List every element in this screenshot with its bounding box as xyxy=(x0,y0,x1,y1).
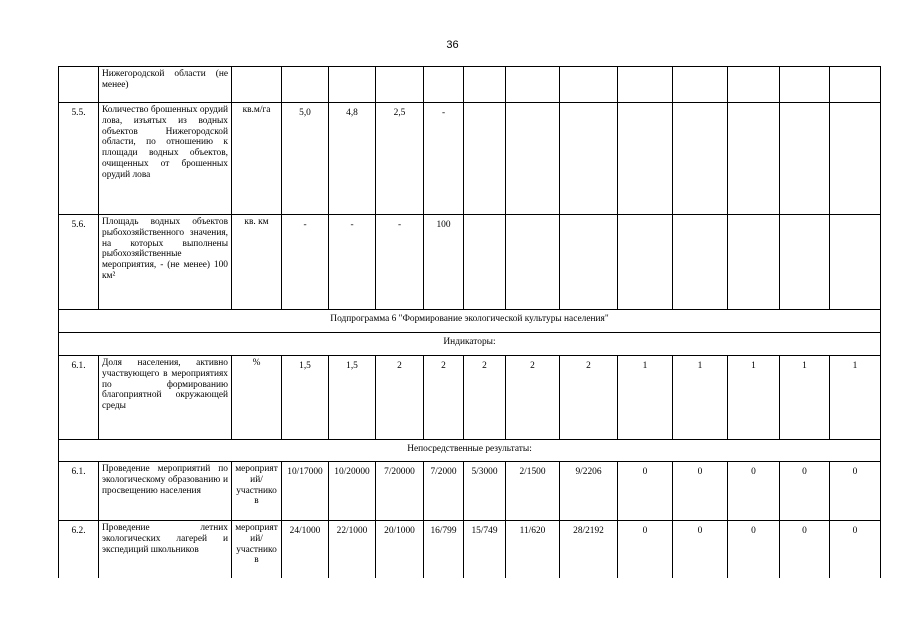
section-row xyxy=(59,440,883,462)
table-row xyxy=(59,103,883,215)
value-cell: 0 xyxy=(618,462,673,521)
value-cell: 10/20000 xyxy=(329,462,376,521)
value-cell: 1 xyxy=(673,356,728,440)
value-cell: - xyxy=(376,215,424,310)
value-cell: 2 xyxy=(424,356,464,440)
unit-of-measure xyxy=(232,67,282,103)
value-cell xyxy=(464,215,506,310)
value-cell: 0 xyxy=(830,462,881,521)
value-cell xyxy=(618,67,673,103)
unit-of-measure: кв. км xyxy=(232,215,282,310)
value-cell: 28/2192 xyxy=(560,521,618,579)
indicator-description: Проведение летних экологических лагерей и экспедиций школьников xyxy=(99,521,232,579)
row-number: 6.1. xyxy=(59,356,99,440)
value-cell: 0 xyxy=(728,462,780,521)
value-cell xyxy=(728,67,780,103)
value-cell: 22/1000 xyxy=(329,521,376,579)
indicator-description: Площадь водных объектов рыбохозяйственного значения, на которых выполнены рыбохозяйственные мероприятия, - (не менее) 100 км² xyxy=(99,215,232,310)
value-cell: 2 xyxy=(376,356,424,440)
value-cell xyxy=(728,103,780,215)
section-row xyxy=(59,310,883,333)
value-cell: 24/1000 xyxy=(282,521,329,579)
value-cell xyxy=(618,215,673,310)
indicator-description: Проведение мероприятий по экологическому образованию и просвещению населения xyxy=(99,462,232,521)
value-cell: 15/749 xyxy=(464,521,506,579)
value-cell: 5,0 xyxy=(282,103,329,215)
unit-of-measure: мероприятий/участников xyxy=(232,521,282,579)
table-row xyxy=(59,356,883,440)
value-cell: 11/620 xyxy=(506,521,560,579)
section-row xyxy=(59,333,883,356)
value-cell xyxy=(780,103,830,215)
value-cell xyxy=(673,215,728,310)
value-cell: 100 xyxy=(424,215,464,310)
page-number: 36 xyxy=(446,39,459,51)
value-cell xyxy=(780,215,830,310)
row-number: 6.1. xyxy=(59,462,99,521)
value-cell xyxy=(673,67,728,103)
value-cell: 0 xyxy=(618,521,673,579)
value-cell xyxy=(376,67,424,103)
value-cell: - xyxy=(282,215,329,310)
value-cell xyxy=(780,67,830,103)
value-cell xyxy=(424,67,464,103)
unit-of-measure: кв.м/га xyxy=(232,103,282,215)
indicator-description: Нижегородской области (не менее) xyxy=(99,67,232,103)
value-cell xyxy=(830,215,881,310)
value-cell: 7/20000 xyxy=(376,462,424,521)
value-cell: 16/799 xyxy=(424,521,464,579)
value-cell xyxy=(830,67,881,103)
indicators-table xyxy=(58,66,882,578)
value-cell xyxy=(560,103,618,215)
row-number: 5.5. xyxy=(59,103,99,215)
value-cell xyxy=(673,103,728,215)
row-number xyxy=(59,67,99,103)
indicators-table-wrap xyxy=(58,66,882,578)
value-cell xyxy=(506,103,560,215)
value-cell xyxy=(506,67,560,103)
value-cell: 9/2206 xyxy=(560,462,618,521)
unit-of-measure: мероприятий/участников xyxy=(232,462,282,521)
value-cell xyxy=(464,103,506,215)
value-cell: 1,5 xyxy=(282,356,329,440)
value-cell: 2,5 xyxy=(376,103,424,215)
table-row xyxy=(59,462,883,521)
value-cell: 0 xyxy=(673,521,728,579)
section-heading: Подпрограмма 6 "Формирование экологической культуры населения" xyxy=(59,310,881,333)
value-cell: 4,8 xyxy=(329,103,376,215)
value-cell xyxy=(728,215,780,310)
table-row xyxy=(59,215,883,310)
value-cell xyxy=(506,215,560,310)
value-cell: 7/2000 xyxy=(424,462,464,521)
value-cell: 0 xyxy=(728,521,780,579)
table-row xyxy=(59,521,883,579)
value-cell: 1 xyxy=(618,356,673,440)
value-cell: 0 xyxy=(780,521,830,579)
value-cell xyxy=(282,67,329,103)
indicator-description: Доля населения, активно участвующего в мероприятиях по формированию благоприятной окружающей среды xyxy=(99,356,232,440)
value-cell: 2 xyxy=(560,356,618,440)
value-cell: - xyxy=(329,215,376,310)
indicator-description: Количество брошенных орудий лова, изъятых из водных объектов Нижегородской области, по отношению к площади водных объектов, очищенных от брошенных орудий лова xyxy=(99,103,232,215)
section-heading: Непосредственные результаты: xyxy=(59,440,881,462)
value-cell: 0 xyxy=(780,462,830,521)
value-cell: 10/17000 xyxy=(282,462,329,521)
value-cell: 5/3000 xyxy=(464,462,506,521)
value-cell xyxy=(464,67,506,103)
section-heading: Индикаторы: xyxy=(59,333,881,356)
value-cell: 1,5 xyxy=(329,356,376,440)
value-cell: 2/1500 xyxy=(506,462,560,521)
value-cell xyxy=(329,67,376,103)
value-cell: 2 xyxy=(464,356,506,440)
table-row xyxy=(59,67,883,103)
value-cell: 20/1000 xyxy=(376,521,424,579)
value-cell xyxy=(560,67,618,103)
value-cell xyxy=(618,103,673,215)
value-cell: 2 xyxy=(506,356,560,440)
value-cell: 0 xyxy=(673,462,728,521)
row-number: 6.2. xyxy=(59,521,99,579)
table-body xyxy=(59,67,883,579)
value-cell: 0 xyxy=(830,521,881,579)
value-cell: - xyxy=(424,103,464,215)
value-cell: 1 xyxy=(830,356,881,440)
value-cell xyxy=(830,103,881,215)
unit-of-measure: % xyxy=(232,356,282,440)
value-cell: 1 xyxy=(780,356,830,440)
value-cell: 1 xyxy=(728,356,780,440)
value-cell xyxy=(560,215,618,310)
row-number: 5.6. xyxy=(59,215,99,310)
